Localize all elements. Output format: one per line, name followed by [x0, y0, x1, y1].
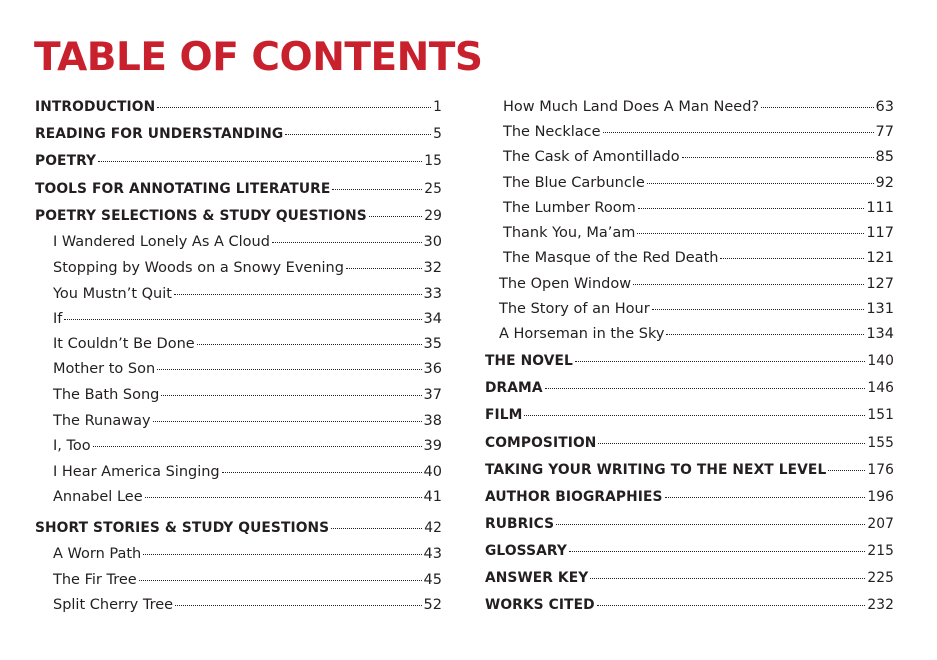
- toc-entry-label: POETRY SELECTIONS & STUDY QUESTIONS: [35, 208, 367, 224]
- toc-entry-label: Stopping by Woods on a Snowy Evening: [53, 260, 344, 276]
- toc-entry: [485, 460, 894, 480]
- page-title: TABLE OF CONTENTS: [34, 35, 483, 80]
- toc-entry: [53, 334, 442, 354]
- toc-entry-page: 155: [867, 435, 894, 451]
- toc-entry-label: The Fir Tree: [53, 572, 137, 588]
- toc-entry: [53, 359, 442, 379]
- toc-entry-page: 40: [423, 464, 442, 480]
- dot-leader: [633, 283, 864, 285]
- toc-entry-page: 215: [867, 543, 894, 559]
- toc-entry-label: The Open Window: [499, 276, 632, 292]
- dot-leader: [720, 257, 864, 259]
- toc-entry-label: DRAMA: [485, 380, 543, 396]
- toc-entry-label: A Worn Path: [53, 546, 142, 562]
- dot-leader: [652, 308, 865, 310]
- toc-entry-label: The Cask of Amontillado: [503, 149, 680, 165]
- dot-leader: [153, 420, 422, 422]
- toc-entry-page: 5: [433, 126, 442, 142]
- toc-entry-page: 36: [423, 361, 442, 377]
- toc-entry-label: I, Too: [53, 438, 91, 454]
- toc-entry-page: 52: [423, 597, 442, 613]
- toc-entry: [53, 570, 442, 590]
- toc-entry-page: 140: [867, 353, 894, 369]
- toc-entry: [499, 324, 894, 344]
- toc-entry-page: 25: [424, 181, 442, 197]
- toc-entry-label: Thank You, Ma’am: [503, 225, 636, 241]
- dot-leader: [665, 496, 866, 498]
- toc-entry-label: WORKS CITED: [485, 597, 595, 613]
- dot-leader: [369, 215, 422, 217]
- toc-entry: [485, 351, 894, 371]
- toc-entry: [53, 284, 442, 304]
- toc-entry-page: 151: [867, 407, 894, 423]
- toc-entry-label: The Masque of the Red Death: [503, 250, 719, 266]
- toc-entry-page: 39: [423, 438, 442, 454]
- toc-entry-label: It Couldn’t Be Done: [53, 336, 195, 352]
- toc-entry: [485, 433, 894, 453]
- toc-entry-label: If: [53, 311, 63, 327]
- toc-entry: [53, 595, 442, 615]
- toc-entry-page: 30: [423, 234, 442, 250]
- dot-leader: [346, 267, 422, 269]
- toc-entry-label: I Hear America Singing: [53, 464, 220, 480]
- toc-entry: [503, 97, 894, 117]
- dot-leader: [272, 241, 422, 243]
- toc-entry-page: 15: [424, 153, 442, 169]
- dot-leader: [524, 414, 865, 416]
- toc-entry: [35, 206, 442, 226]
- dot-leader: [569, 550, 865, 552]
- toc-entry-page: 121: [866, 250, 894, 266]
- toc-entry-page: 207: [867, 516, 894, 532]
- toc-entry-label: RUBRICS: [485, 516, 555, 532]
- dot-leader: [98, 160, 422, 162]
- toc-entry: [53, 436, 442, 456]
- toc-entry-label: COMPOSITION: [485, 435, 597, 451]
- dot-leader: [556, 523, 865, 525]
- dot-leader: [174, 293, 422, 295]
- toc-entry: [53, 309, 442, 329]
- dot-leader: [598, 442, 865, 444]
- dot-leader: [828, 469, 865, 471]
- toc-entry: [53, 544, 442, 564]
- dot-leader: [175, 604, 421, 606]
- dot-leader: [590, 577, 865, 579]
- toc-entry: [53, 258, 442, 278]
- toc-entry-label: I Wandered Lonely As A Cloud: [53, 234, 270, 250]
- toc-entry-label: FILM: [485, 407, 523, 423]
- dot-leader: [603, 131, 874, 133]
- dot-leader: [638, 207, 865, 209]
- toc-entry: [503, 248, 894, 268]
- dot-leader: [575, 360, 865, 362]
- toc-entry-label: The Necklace: [503, 124, 601, 140]
- toc-entry-label: SHORT STORIES & STUDY QUESTIONS: [35, 520, 330, 536]
- toc-entry: [35, 97, 442, 117]
- dot-leader: [157, 368, 421, 370]
- dot-leader: [332, 188, 422, 190]
- dot-leader: [637, 232, 864, 234]
- toc-entry: [503, 147, 894, 167]
- toc-entry-page: 85: [875, 149, 894, 165]
- toc-entry: [53, 232, 442, 252]
- toc-entry-label: TAKING YOUR WRITING TO THE NEXT LEVEL: [485, 462, 827, 478]
- toc-entry-label: INTRODUCTION: [35, 99, 156, 115]
- toc-entry-label: READING FOR UNDERSTANDING: [35, 126, 284, 142]
- toc-entry-page: 111: [866, 200, 894, 216]
- toc-entry: [503, 122, 894, 142]
- dot-leader: [682, 156, 874, 158]
- toc-entry-label: TOOLS FOR ANNOTATING LITERATURE: [35, 181, 331, 197]
- toc-entry-page: 225: [867, 570, 894, 586]
- toc-entry-label: Split Cherry Tree: [53, 597, 174, 613]
- toc-entry-page: 29: [424, 208, 442, 224]
- dot-leader: [597, 604, 866, 606]
- toc-entry-page: 63: [875, 99, 894, 115]
- toc-entry: [485, 405, 894, 425]
- toc-entry-label: You Mustn’t Quit: [53, 286, 172, 302]
- toc-entry-label: POETRY: [35, 153, 97, 169]
- toc-entry-label: The Lumber Room: [503, 200, 636, 216]
- dot-leader: [647, 182, 874, 184]
- toc-entry-page: 196: [867, 489, 894, 505]
- toc-entry-label: GLOSSARY: [485, 543, 567, 559]
- toc-entry-label: Mother to Son: [53, 361, 156, 377]
- toc-entry: [503, 173, 894, 193]
- toc-entry-page: 33: [423, 286, 442, 302]
- toc-entry-page: 37: [423, 387, 442, 403]
- toc-entry-label: Annabel Lee: [53, 489, 143, 505]
- toc-entry: [53, 462, 442, 482]
- toc-entry-page: 131: [866, 301, 894, 317]
- toc-entry-label: A Horseman in the Sky: [499, 326, 665, 342]
- toc-entry-page: 232: [867, 597, 894, 613]
- toc-entry: [53, 411, 442, 431]
- toc-entry-page: 32: [423, 260, 442, 276]
- toc-entry-page: 92: [875, 175, 894, 191]
- toc-entry: [499, 274, 894, 294]
- toc-entry-page: 134: [866, 326, 894, 342]
- toc-entry: [503, 198, 894, 218]
- dot-leader: [285, 133, 431, 135]
- dot-leader: [145, 496, 422, 498]
- toc-entry-page: 35: [423, 336, 442, 352]
- toc-entry-label: How Much Land Does A Man Need?: [503, 99, 760, 115]
- toc-entry-page: 34: [423, 311, 442, 327]
- dot-leader: [222, 471, 422, 473]
- toc-entry-page: 38: [423, 413, 442, 429]
- toc-entry-label: The Runaway: [53, 413, 151, 429]
- toc-entry-label: The Story of an Hour: [499, 301, 650, 317]
- toc-entry: [485, 568, 894, 588]
- toc-entry-page: 41: [423, 489, 442, 505]
- toc-entry: [499, 299, 894, 319]
- toc-entry: [503, 223, 894, 243]
- toc-entry-page: 45: [423, 572, 442, 588]
- dot-leader: [761, 106, 873, 108]
- toc-entry: [53, 487, 442, 507]
- toc-entry: [35, 124, 442, 144]
- toc-entry-page: 43: [423, 546, 442, 562]
- toc-entry-page: 77: [875, 124, 894, 140]
- dot-leader: [161, 394, 421, 396]
- toc-entry-label: ANSWER KEY: [485, 570, 589, 586]
- toc-entry-page: 176: [867, 462, 894, 478]
- dot-leader: [157, 106, 431, 108]
- toc-entry-label: THE NOVEL: [485, 353, 573, 369]
- toc-entry: [35, 151, 442, 171]
- dot-leader: [93, 445, 422, 447]
- toc-entry-label: The Bath Song: [53, 387, 160, 403]
- toc-entry: [485, 514, 894, 534]
- toc-entry: [485, 595, 894, 615]
- toc-entry: [485, 378, 894, 398]
- toc-entry-page: 42: [424, 520, 442, 536]
- toc-entry-page: 146: [867, 380, 894, 396]
- toc-entry-label: AUTHOR BIOGRAPHIES: [485, 489, 663, 505]
- toc-entry-page: 127: [866, 276, 894, 292]
- dot-leader: [64, 318, 421, 320]
- dot-leader: [666, 333, 864, 335]
- dot-leader: [545, 387, 866, 389]
- dot-leader: [139, 579, 422, 581]
- toc-entry: [53, 385, 442, 405]
- toc-entry: [35, 179, 442, 199]
- toc-entry: [35, 518, 442, 538]
- toc-entry: [485, 487, 894, 507]
- toc-entry-page: 1: [433, 99, 442, 115]
- toc-entry: [485, 541, 894, 561]
- toc-entry-page: 117: [866, 225, 894, 241]
- dot-leader: [197, 343, 422, 345]
- dot-leader: [331, 527, 422, 529]
- dot-leader: [143, 553, 421, 555]
- toc-entry-label: The Blue Carbuncle: [503, 175, 645, 191]
